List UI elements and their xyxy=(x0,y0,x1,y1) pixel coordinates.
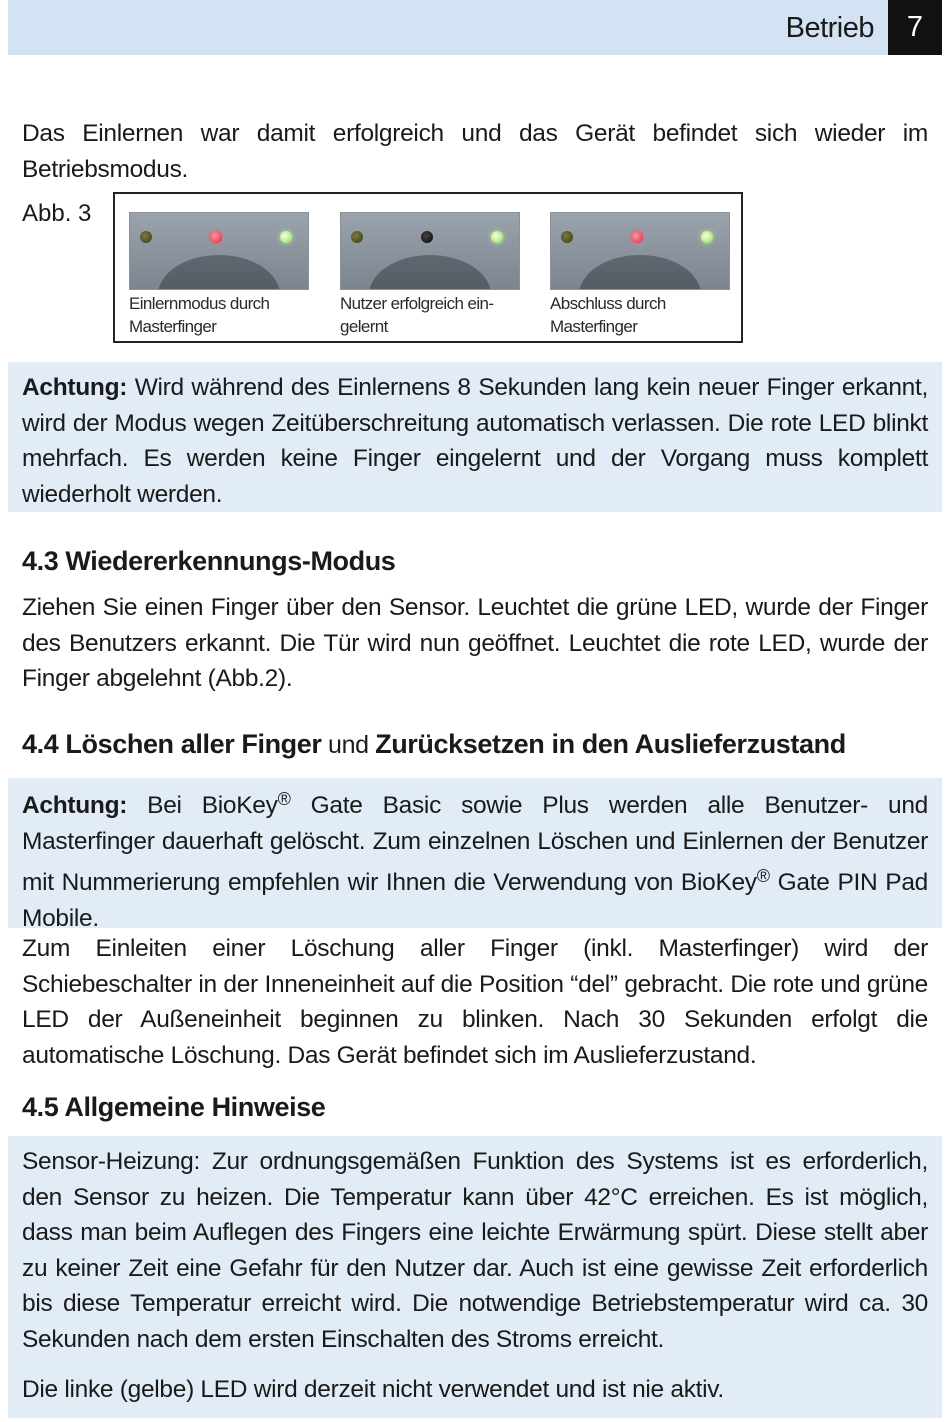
figure-label: Abb. 3 xyxy=(22,200,92,227)
green-led-icon xyxy=(491,231,503,243)
paragraph-4-5-sensor-heating: Sensor-Heizung: Zur ordnungsgemäßen Funktion des Systems ist es erforderlich, den Sensor zu heizen. Die Temperatur kann über 42°C erreichen. Es ist möglich, dass man beim Auflegen des Fingers eine leichte Erwärmung spürt. Diese stellt aber zu keiner Zeit eine Gefahr für den Nutzer dar. Auch ist eine gewisse Zeit erforderlich bis diese Temperatur erreicht wird. Die notwendige Betriebstemperatur wird ca. 30 Sekunden nach dem ersten Einschalten des Stroms erreicht. xyxy=(22,1148,928,1353)
yellow-led-icon xyxy=(140,231,152,243)
intro-paragraph: Das Einlernen war damit erfolgreich und das Gerät befindet sich wieder im Betriebsmodus. xyxy=(22,120,928,183)
led-panel-2 xyxy=(340,212,520,290)
yellow-led-icon xyxy=(351,231,363,243)
sensor-dome xyxy=(369,255,491,290)
page-header xyxy=(8,0,942,55)
red-led-icon xyxy=(210,231,222,243)
page-number: 7 xyxy=(888,0,942,55)
heading-4-4: 4.4 Löschen aller Finger und Zurücksetzen in den Auslieferzustand xyxy=(22,729,846,759)
panel-2-caption: Nutzer erfolgreich ein- gelernt xyxy=(340,294,494,336)
heading-4-3: 4.3 Wiedererkennungs-Modus xyxy=(22,546,396,576)
section-title: Betrieb xyxy=(785,12,874,44)
led-panel-3 xyxy=(550,212,730,290)
sensor-dome xyxy=(158,255,280,290)
heading-4-5: 4.5 Allgemeine Hinweise xyxy=(22,1092,326,1122)
red-led-off-icon xyxy=(421,231,433,243)
warning-paragraph-1: Achtung: Wird während des Einlernens 8 Sekunden lang kein neuer Finger erkannt, wird der Modus wegen Zeitüberschreitung automatisch verlassen. Die rote LED blinkt mehrfach. Es werden keine Finger eingelernt und der Vorgang muss komplett wiederholt werden. xyxy=(22,374,928,508)
green-led-icon xyxy=(701,231,713,243)
green-led-icon xyxy=(280,231,292,243)
paragraph-4-4: Zum Einleiten einer Löschung aller Finger (inkl. Masterfinger) wird der Schiebeschalter in der Inneneinheit auf die Position “del” gebracht. Die rote und grüne LED der Außeneinheit beginnen zu blinken. Nach 30 Sekunden erfolgt die automatische Löschung. Das Gerät befindet sich im Auslieferzustand. xyxy=(22,935,928,1069)
led-panel-1 xyxy=(129,212,309,290)
paragraph-4-3: Ziehen Sie einen Finger über den Sensor. Leuchtet die grüne LED, wurde der Finger des Benutzers erkannt. Die Tür wird nun geöffnet. Leuchtet die rote LED, wurde der Finger abgelehnt (Abb.2). xyxy=(22,594,928,692)
sensor-dome xyxy=(579,255,701,290)
paragraph-4-5-led-note: Die linke (gelbe) LED wird derzeit nicht verwendet und ist nie aktiv. xyxy=(22,1376,724,1403)
figure-led-states xyxy=(113,192,743,343)
yellow-led-icon xyxy=(561,231,573,243)
panel-3-caption: Abschluss durch Masterfinger xyxy=(550,294,666,336)
warning-paragraph-2: Achtung: Bei BioKey® Gate Basic sowie Plus werden alle Benutzer- und Masterfinger dauerhaft gelöscht. Zum einzelnen Löschen und Einlernen der Benutzer mit Nummerierung empfehlen wir Ihnen die Verwendung von BioKey® Gate PIN Pad Mobile. xyxy=(22,789,929,932)
panel-1-caption: Einlernmodus durch Masterfinger xyxy=(129,294,270,336)
red-led-icon xyxy=(631,231,643,243)
